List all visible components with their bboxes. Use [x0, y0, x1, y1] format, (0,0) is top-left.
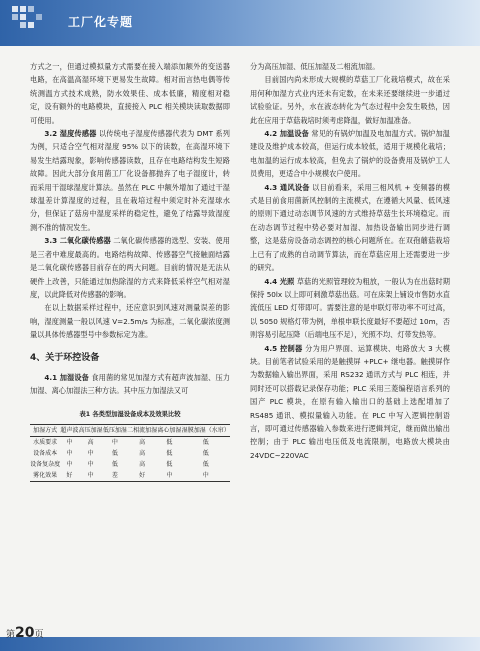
paragraph: 4.3 通风设备 以目前看来，采用三相风机 + 变频器的模式是目前食用菌新风控制的主流模式，在遵循大风量、低风速的原则下通过动态调节风速的方式维持草菇生长环境稳定。而在动态调节过程中势必要对加湿、加热设备输出同步进行调整，这是菇房设备动态调控的核心问题所在。在双孢蘑菇栽培上已有了成熟的自动调节算法，而在草菇应用上还需要进一步的研究。 — [250, 182, 450, 273]
paragraph: 目前国内尚未形成大规模的草菇工厂化栽培模式，故在采用何种加湿方式业内还未有定数，在未来还要继续进一步通过试验验证。另外，水在液态转化为气态过程中会发生吸热，因此在应用于草菇栽培时须考虑降温，做好加温准备。 — [250, 75, 450, 125]
page-number: 第20页 — [6, 625, 44, 641]
table-cell: 差 — [111, 472, 118, 480]
table-header: 低压加湿 — [102, 427, 127, 435]
table-cell: 低 — [166, 439, 173, 447]
table-cell: 低 — [166, 450, 173, 458]
table-cell: 低 — [202, 439, 209, 447]
table-cell: 低 — [111, 461, 118, 469]
table-cell: 中 — [111, 439, 118, 447]
table-header: 二相流加湿 — [127, 427, 158, 435]
subheading: 3.3 二氧化碳传感器 — [44, 236, 111, 246]
paragraph: 4.4 光照 草菇的光照管理较为粗放，一般认为在出菇时期保持 50lx 以上即可刺激草菇出菇。可在床架上铺设市售防水直流低压 LED 灯带即可。需要注意的是申联灯带功率不可过高，以 5050 规格灯带为例，单根申联长度最好不要超过 10m，否则容易引起压降（后端电压不足），光照不均、灯带发热等。 — [250, 276, 450, 340]
subheading: 4.5 控制器 — [264, 343, 303, 353]
table-cell: 设备成本 — [33, 450, 58, 458]
table-cell: 中 — [166, 472, 173, 480]
paragraph: 3.2 湿度传感器 以传统电子湿度传感器代表为 DMT 系列为例，只适合空气相对湿度 95% 以下的读数，在高湿环境下易发生结露现象，影响传感器读数，且存在电路结构发生短路故障。因此大部分食用菌工厂化设备都抛弃了电子湿度计，转而采用干湿球湿度计算法。虽然在 PLC 中额外增加了通过干湿球温差计算湿度的过程，且在栽培过程中须定时补充湿球水分，但保证了菇房中湿度采样的稳定性，避免了结露导致湿度测不准的情况发生。 — [30, 129, 230, 232]
left-column — [30, 60, 230, 482]
table-cell: 中 — [66, 439, 73, 447]
table-cell: 设备复杂度 — [30, 461, 61, 469]
subheading: 4.4 光照 — [264, 276, 295, 286]
paragraph: 分为高压加湿、低压加湿及二相流加湿。 — [250, 62, 380, 71]
article-body — [0, 60, 480, 620]
paragraph: 4.5 控制器 分为用户界面、运算模块、电路放大 3 大模块。目前笔者试验采用的是触摸屏 +PLC+ 继电器。触摸屏作为数据输入输出界面，采用 RS232 通讯方式与 PLC 相连，并同时还可以搭载记录保存功能；PLC 采用三菱编程语言系列的国产 PLC 模块，在原有输入输出口的基础上选配增加了 RS485 通讯、模拟量输入功能。在 PLC 中写入逻辑控制语言，即可通过传感器输入参数来进行逻辑判定，继而做出输出控制；由于 PLC 输出电压低及电流限制，电路放大模块由 24VDC~220VAC — [250, 343, 450, 460]
footer — [0, 625, 480, 651]
header-banner — [0, 0, 480, 46]
table-cell: 高 — [139, 450, 146, 458]
table-header-row — [30, 425, 230, 437]
table-header: 离心加湿 — [157, 427, 182, 435]
table-cell: 好 — [139, 472, 146, 480]
table-cell: 低 — [202, 461, 209, 469]
table-cell: 低 — [166, 461, 173, 469]
table-cell: 雾化效果 — [33, 472, 58, 480]
table-header: 高压加湿 — [78, 427, 103, 435]
subheading: 4.3 通风设备 — [264, 182, 310, 192]
subheading: 4.2 加温设备 — [264, 129, 309, 139]
comparison-table — [30, 424, 230, 482]
table-cell: 高 — [139, 439, 146, 447]
table-cell: 中 — [202, 472, 209, 480]
table-header: 超声波 — [60, 427, 79, 435]
table-header: 加湿方式 — [33, 427, 58, 435]
table-cell: 中 — [87, 472, 94, 480]
section-title: 工厂化专题 — [68, 15, 134, 29]
table-row — [30, 459, 230, 470]
table-row — [30, 437, 230, 449]
paragraph: 4.2 加温设备 常见的有锅炉加温及电加温方式。锅炉加温建设及维护成本较高，但运行成本较低，适用于规模化栽培；电加温的运行成本较高，但免去了锅炉的设备费用及锅炉工人员费用，更适合中小规模农户使用。 — [250, 129, 450, 179]
table-cell: 低 — [111, 450, 118, 458]
table-cell: 低 — [202, 450, 209, 458]
table-cell: 高 — [139, 461, 146, 469]
table-cell: 中 — [66, 461, 73, 469]
subheading: 3.2 湿度传感器 — [44, 129, 97, 139]
paragraph: 方式之一，但通过模拟量方式需要在接入端添加额外的变送器电路，在高温高湿环境下更易发生故障。相对而言热电偶等传统测温方式技术成熟，防水效果佳、成本低廉，精度相对稳定，设有额外的电路模块，直接接入 PLC 相关模块读取数据即可使用。 — [30, 62, 230, 125]
section-heading: 4、关于环控设备 — [30, 352, 100, 363]
table-row — [30, 448, 230, 459]
table-cell: 中 — [87, 461, 94, 469]
table-caption: 表1 各类型加湿设备成本及效果比较 — [79, 410, 181, 418]
table-cell: 水质要求 — [33, 439, 58, 447]
paragraph: 在以上数据采样过程中，还应意识到风速对测量误差的影响，湿度测量一般以风速 V=2.5m/s 为标准，二氧化碳浓度测量以具体传感器型号中参数标定为准。 — [30, 303, 230, 340]
footer-bar — [0, 637, 480, 651]
paragraph: 3.3 二氧化碳传感器 二氧化碳传感器的选型、安装、使用是三者中难度最高的。电路结构故障、传感器空气接触面结露是二氧化碳传感器目前存在的两大问题。目前的情况是无法从硬件上改善，只能通过加热除湿的方式来降低采样空气相对湿度，以此降低对传感器的影响。 — [30, 236, 230, 299]
subheading: 4.1 加湿设备 — [44, 372, 89, 382]
table-cell: 好 — [66, 472, 73, 480]
table-row — [30, 470, 230, 482]
table-cell: 中 — [87, 450, 94, 458]
table-cell: 高 — [87, 439, 94, 447]
table-header: 湿膜加湿（水帘） — [181, 427, 230, 435]
table-cell: 中 — [66, 450, 73, 458]
right-column — [250, 60, 450, 462]
paragraph: 4.1 加湿设备 食用菌的常见加湿方式有超声波加湿、压力加湿、离心加湿法三种方法。其中压力加湿法又可 — [30, 372, 230, 396]
